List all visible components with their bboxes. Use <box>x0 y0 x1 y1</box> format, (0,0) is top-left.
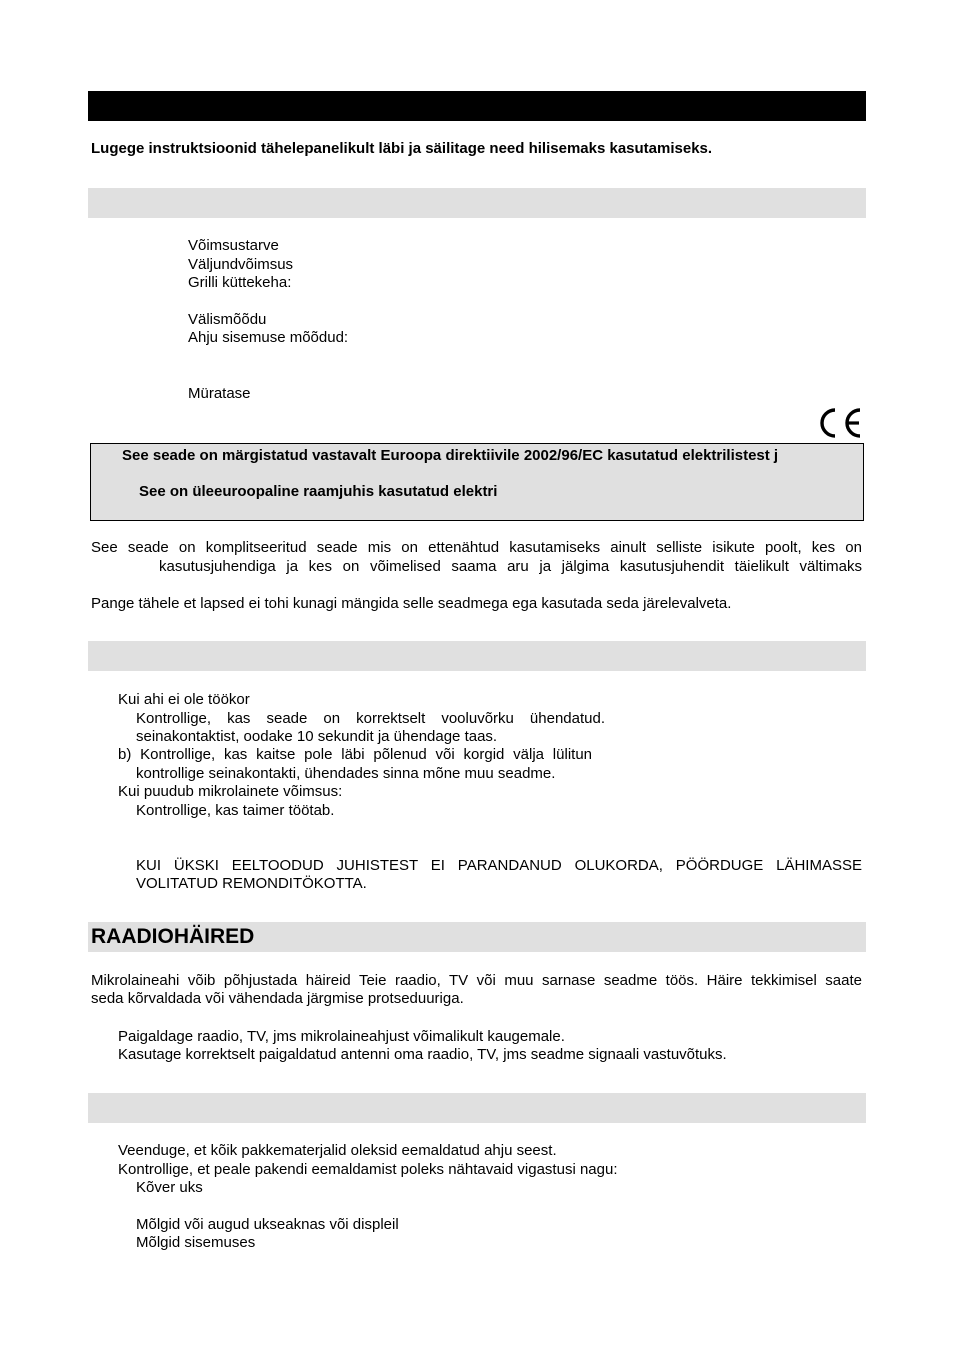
spec-inner-dimensions: Ahju sisemuse mõõdud: <box>188 329 349 346</box>
notice-line-2: See on üleeuroopaline raamjuhis kasutatud elektri <box>139 483 498 500</box>
spec-grill-heater: Grilli küttekeha: <box>188 274 292 291</box>
header-bar <box>88 91 866 121</box>
unpack-line-4: Mõlgid või augud ukseaknas või displeil <box>136 1216 399 1233</box>
trouble-warning-line-2: VOLITATUD REMONDITÖKOTTA. <box>136 875 367 892</box>
radio-paragraph-line-2: seda kõrvaldada või vähendada järgmise protseduuriga. <box>91 990 464 1007</box>
spec-output-power: Väljundvõimsus <box>188 256 294 273</box>
trouble-warning-line-1: KUI ÜKSKI EELTOODUD JUHISTEST EI PARANDANUD OLUKORDA, PÖÖRDUGE LÄHIMASSE <box>136 857 862 874</box>
paragraph-2: Pange tähele et lapsed ei tohi kunagi mängida selle seadmega ega kasutada seda järelevalveta. <box>91 595 732 612</box>
ce-mark-icon <box>816 406 864 440</box>
section-bar-specs <box>88 188 866 218</box>
trouble-line-3: seinakontaktist, oodake 10 sekundit ja ühendage taas. <box>136 728 498 745</box>
spec-outer-dimensions: Välismõõdu <box>188 311 267 328</box>
trouble-line-7: Kontrollige, kas taimer töötab. <box>136 802 335 819</box>
weee-notice-box <box>90 443 864 521</box>
section-bar-unpacking <box>88 1093 866 1123</box>
radio-heading: RAADIOHÄIRED <box>91 925 255 948</box>
spec-noise-level: Müratase <box>188 385 251 402</box>
spec-power-consumption: Võimsustarve <box>188 237 279 254</box>
notice-line-1: See seade on märgistatud vastavalt Euroopa direktiivile 2002/96/EC kasutatud elektrilistest j <box>122 447 779 464</box>
unpack-line-5: Mõlgid sisemuses <box>136 1234 256 1251</box>
trouble-line-5: kontrollige seinakontakti, ühendades sinna mõne muu seadme. <box>136 765 556 782</box>
trouble-line-1: Kui ahi ei ole töökor <box>118 691 250 708</box>
radio-paragraph-line-1: Mikrolaineahi võib põhjustada häireid Teie raadio, TV või muu sarnase seadme töös. Häire tekkimisel saate <box>91 972 862 989</box>
section-bar-radio <box>88 922 866 952</box>
unpack-line-2: Kontrollige, et peale pakendi eemaldamist poleks nähtavaid vigastusi nagu: <box>118 1161 618 1178</box>
paragraph-1-line-1: See seade on komplitseeritud seade mis on ettenähtud kasutamiseks ainult selliste isikute poolt, kes on <box>91 539 862 556</box>
intro-text: Lugege instruktsioonid tähelepanelikult läbi ja säilitage need hilisemaks kasutamiseks. <box>91 140 713 157</box>
unpack-line-1: Veenduge, et kõik pakkematerjalid oleksid eemaldatud ahju seest. <box>118 1142 557 1159</box>
radio-item-1: Paigaldage raadio, TV, jms mikrolaineahjust võimalikult kaugemale. <box>118 1028 565 1045</box>
radio-item-2: Kasutage korrektselt paigaldatud antenni oma raadio, TV, jms seadme signaali vastuvõtuks. <box>118 1046 727 1063</box>
trouble-line-4: b) Kontrollige, kas kaitse pole läbi põlenud või korgid välja lülitun <box>118 746 592 763</box>
unpack-line-3: Kõver uks <box>136 1179 203 1196</box>
section-bar-troubleshooting <box>88 641 866 671</box>
trouble-line-2: Kontrollige, kas seade on korrektselt vooluvõrku ühendatud. <box>136 710 605 727</box>
paragraph-1-line-2: kasutusjuhendiga ja kes on võimelised saama aru ja jälgima kasutusjuhendit täielikult vältimaks <box>159 558 862 575</box>
trouble-line-6: Kui puudub mikrolainete võimsus: <box>118 783 343 800</box>
